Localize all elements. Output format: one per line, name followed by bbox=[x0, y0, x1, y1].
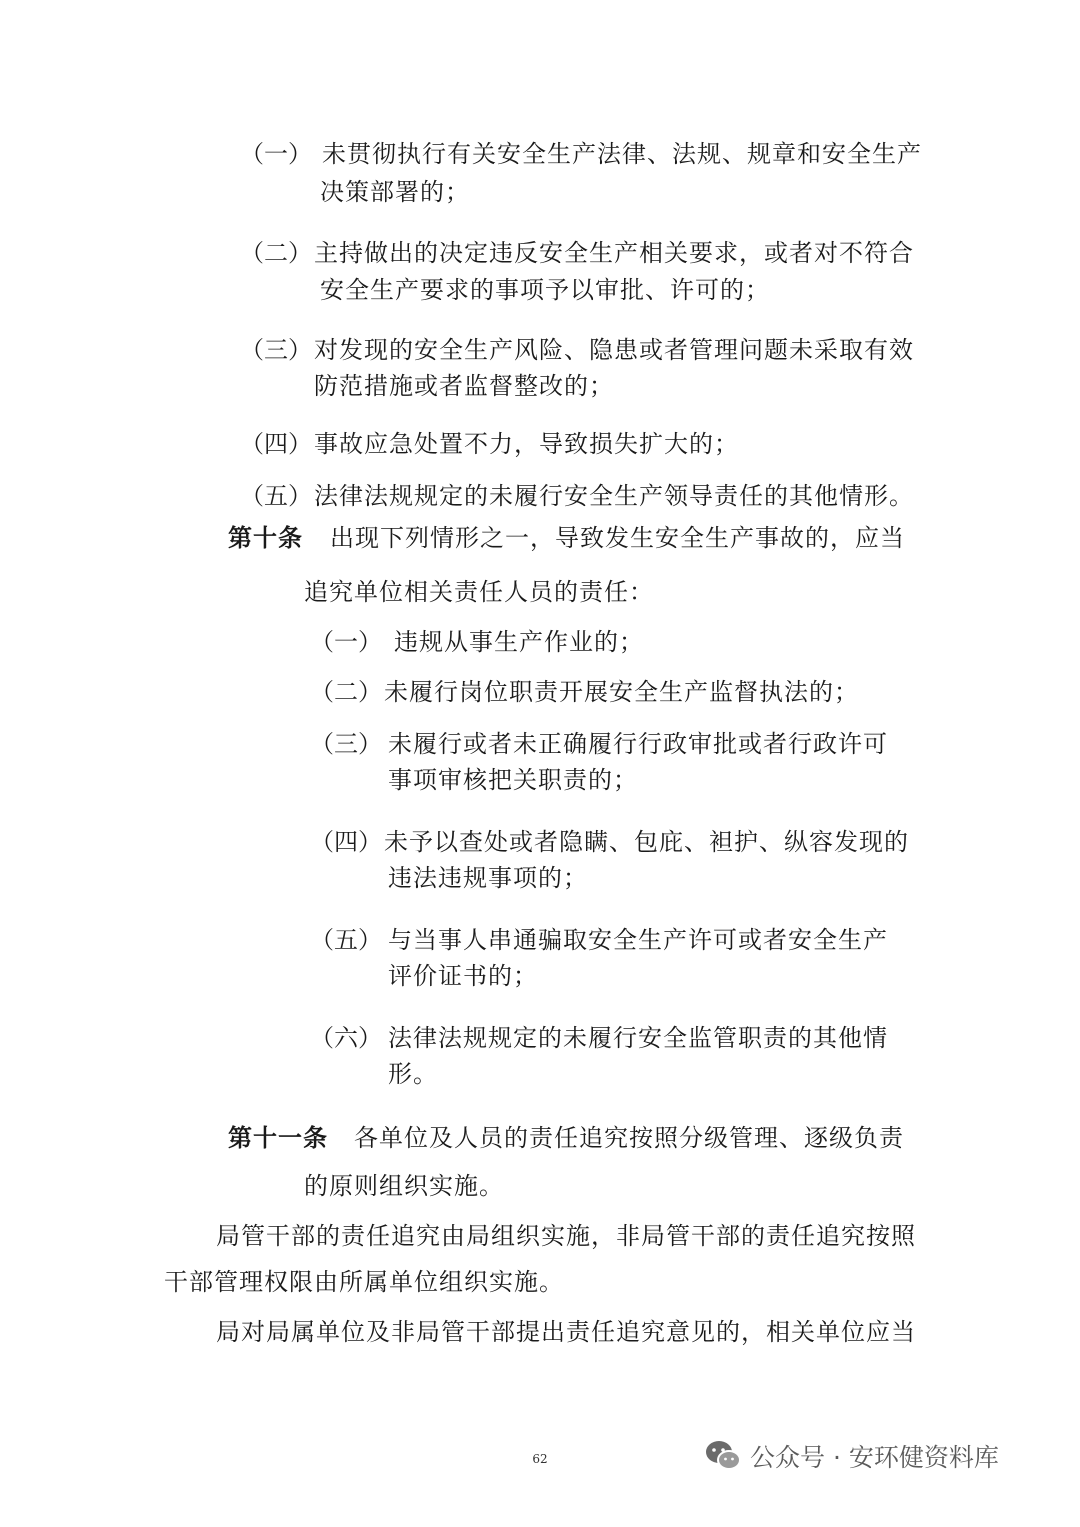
item-10-5-number: （五） bbox=[310, 926, 382, 954]
article-10-line-1: 出现下列情形之一，导致发生安全生产事故的，应当 bbox=[330, 524, 905, 552]
item-10-2-line-1: 未履行岗位职责开展安全生产监督执法的； bbox=[384, 678, 859, 706]
item-10-4-number: （四） bbox=[310, 828, 382, 856]
item-9-4-line-1: 事故应急处置不力，导致损失扩大的； bbox=[314, 430, 739, 458]
page-number: 62 bbox=[532, 1452, 548, 1466]
item-9-2-line-2: 安全生产要求的事项予以审批、许可的； bbox=[320, 276, 770, 304]
item-9-5-number: （五） bbox=[240, 482, 312, 510]
watermark bbox=[704, 1434, 999, 1478]
item-9-2-line-1: 主持做出的决定违反安全生产相关要求，或者对不符合 bbox=[314, 239, 914, 267]
article-11-paragraph-1: 局管干部的责任追究由局组织实施，非局管干部的责任追究按照 bbox=[216, 1222, 916, 1250]
item-9-3-line-1: 对发现的安全生产风险、隐患或者管理问题未采取有效 bbox=[314, 336, 914, 364]
item-10-6-number: （六） bbox=[310, 1024, 382, 1052]
item-10-6-line-2: 形。 bbox=[388, 1060, 438, 1088]
article-11-line-2: 的原则组织实施。 bbox=[304, 1172, 504, 1200]
article-10-heading: 第十条 bbox=[228, 523, 303, 552]
article-11-paragraph-1-cont: 干部管理权限由所属单位组织实施。 bbox=[164, 1268, 564, 1296]
article-11-heading: 第十一条 bbox=[228, 1123, 328, 1152]
watermark-text: 公众号 · 安环健资料库 bbox=[750, 1443, 999, 1472]
item-9-5-line-1: 法律法规规定的未履行安全生产领导责任的其他情形。 bbox=[314, 482, 914, 510]
item-10-3-number: （三） bbox=[310, 730, 382, 758]
wechat-icon bbox=[704, 1439, 742, 1473]
item-10-1-line-1: 违规从事生产作业的； bbox=[394, 628, 644, 656]
item-10-4-line-1: 未予以查处或者隐瞒、包庇、袒护、纵容发现的 bbox=[384, 828, 909, 856]
item-9-1-number: （一） bbox=[240, 140, 312, 168]
article-11-paragraph-2: 局对局属单位及非局管干部提出责任追究意见的，相关单位应当 bbox=[216, 1318, 916, 1346]
item-9-2-number: （二） bbox=[240, 239, 312, 267]
item-9-1-line-2: 决策部署的； bbox=[320, 178, 470, 206]
article-11-line-1: 各单位及人员的责任追究按照分级管理、逐级负责 bbox=[354, 1124, 904, 1152]
item-10-5-line-1: 与当事人串通骗取安全生产许可或者安全生产 bbox=[388, 926, 888, 954]
article-10-line-2: 追究单位相关责任人员的责任： bbox=[304, 578, 654, 606]
item-10-3-line-2: 事项审核把关职责的； bbox=[388, 766, 638, 794]
item-10-6-line-1: 法律法规规定的未履行安全监管职责的其他情 bbox=[388, 1024, 888, 1052]
item-10-2-number: （二） bbox=[310, 678, 382, 706]
item-10-3-line-1: 未履行或者未正确履行行政审批或者行政许可 bbox=[388, 730, 888, 758]
item-10-4-line-2: 违法违规事项的； bbox=[388, 864, 588, 892]
item-9-1-line-1: 未贯彻执行有关安全生产法律、法规、规章和安全生产 bbox=[322, 140, 922, 168]
item-9-3-number: （三） bbox=[240, 336, 312, 364]
item-9-3-line-2: 防范措施或者监督整改的； bbox=[314, 372, 614, 400]
item-10-1-number: （一） bbox=[310, 628, 382, 656]
item-10-5-line-2: 评价证书的； bbox=[388, 962, 538, 990]
item-9-4-number: （四） bbox=[240, 430, 312, 458]
